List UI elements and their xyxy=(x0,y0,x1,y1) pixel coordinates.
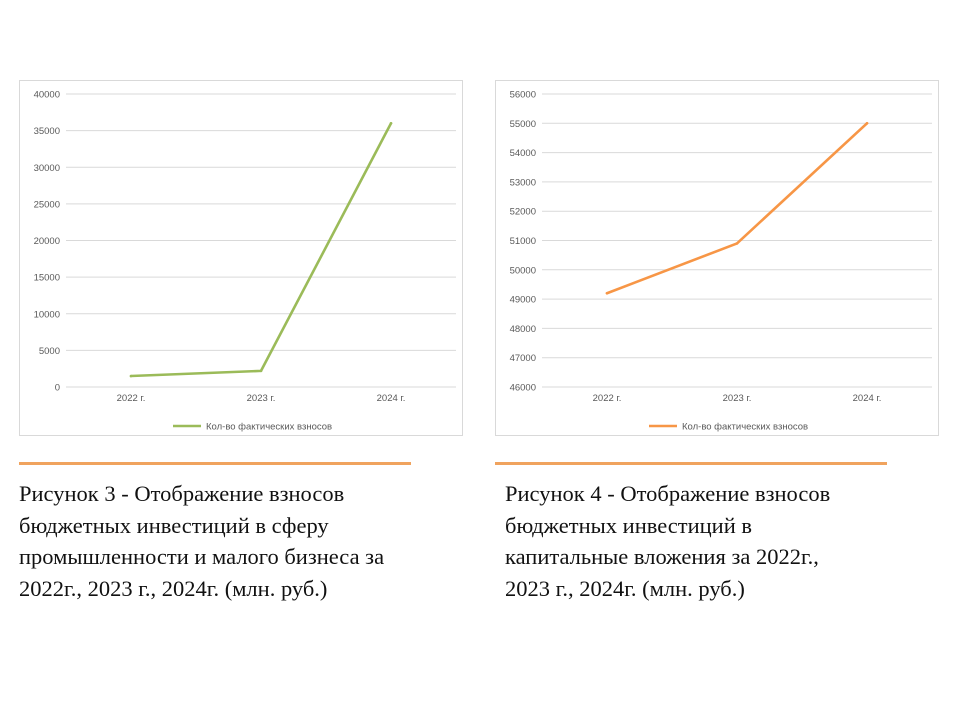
y-tick-label: 52000 xyxy=(509,206,536,218)
data-point xyxy=(606,292,609,295)
x-tick-label: 2024 г. xyxy=(852,393,882,404)
y-tick-label: 51000 xyxy=(509,236,536,247)
caption-divider-left xyxy=(19,462,411,465)
figure-caption-4: Рисунок 4 - Отображение взносов бюджетных инвестиций в капитальные вложения за 2022г., 2023 г., 2024г. (млн. руб.) xyxy=(505,481,831,601)
chart-capital-svg xyxy=(496,81,940,437)
data-point xyxy=(130,375,133,378)
y-tick-label: 35000 xyxy=(33,126,60,138)
y-tick-label: 53000 xyxy=(509,177,536,189)
x-tick-label: 2024 г. xyxy=(376,393,406,404)
y-tick-label: 46000 xyxy=(509,382,536,394)
series-line xyxy=(607,123,867,293)
data-point xyxy=(866,122,869,125)
figure-caption-3: Рисунок 3 - Отображение взносов бюджетных инвестиций в сферу промышленности и малого бизнеса за 2022г., 2023 г., 2024г. (млн. руб.) xyxy=(19,481,385,601)
y-tick-label: 0 xyxy=(54,382,60,394)
y-tick-label: 40000 xyxy=(33,89,60,101)
y-tick-label: 20000 xyxy=(33,236,60,247)
data-point xyxy=(260,370,263,373)
y-tick-label: 50000 xyxy=(509,265,536,277)
legend-label: Кол-во фактических взносов xyxy=(206,421,333,433)
chart-industry-small-business xyxy=(19,80,463,436)
chart-capital-investments xyxy=(495,80,939,436)
caption-divider-right xyxy=(495,462,887,465)
x-tick-label: 2023 г. xyxy=(722,393,752,404)
y-tick-label: 47000 xyxy=(509,353,536,365)
y-tick-label: 55000 xyxy=(509,118,536,130)
y-tick-label: 25000 xyxy=(33,199,60,211)
y-tick-label: 56000 xyxy=(509,89,536,101)
y-tick-label: 49000 xyxy=(509,294,536,306)
chart-industry-svg xyxy=(20,81,464,437)
x-tick-label: 2022 г. xyxy=(116,393,146,404)
y-tick-label: 5000 xyxy=(38,345,60,357)
data-point xyxy=(390,122,393,125)
series-line xyxy=(131,123,391,376)
y-tick-label: 15000 xyxy=(33,272,60,284)
x-tick-label: 2023 г. xyxy=(246,393,276,404)
y-tick-label: 54000 xyxy=(509,148,536,160)
y-tick-label: 30000 xyxy=(33,162,60,174)
data-point xyxy=(736,242,739,245)
y-tick-label: 10000 xyxy=(33,309,60,321)
x-tick-label: 2022 г. xyxy=(592,393,622,404)
legend-label: Кол-во фактических взносов xyxy=(682,421,809,433)
y-tick-label: 48000 xyxy=(509,323,536,335)
